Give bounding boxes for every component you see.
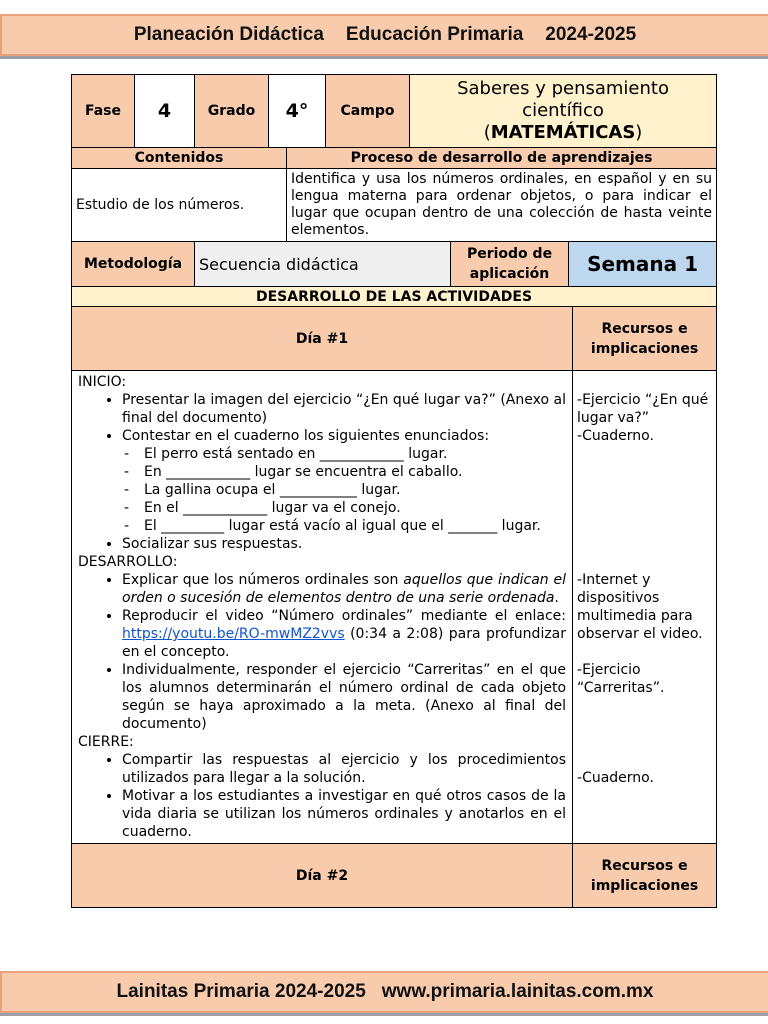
list-item: - En el ____________ lugar va el conejo. [144,499,566,517]
inicio-list [78,391,566,553]
contenidos-label: Contenidos [72,148,287,169]
list-item: - El _________ lugar está vacío al igual que el _______ lugar. [144,517,566,535]
activities-title: DESARROLLO DE LAS ACTIVIDADES [72,287,717,307]
periodo-label: Periodo de aplicación [451,242,569,287]
day2-label: Día #2 [72,844,573,908]
list-item: • Compartir las respuestas al ejercicio y los procedimientos utilizados para llegar a la solución. [122,751,566,787]
info-row [72,75,717,148]
inicio-label: INICIO: [78,374,127,390]
header-year: 2024-2025 [545,24,637,45]
planning-table [71,74,717,908]
resource-item: -Internet y dispositivos multimedia para observar el video. [577,572,703,642]
campo-line1: Saberes y pensamiento científico [457,78,669,121]
proceso-text: Identifica y usa los números ordinales, en español y en su lengua materna para ordenar objetos, o para indicar el lugar que ocupan dentro de una colección de hasta veinte elementos. [287,169,717,242]
fase-label: Fase [72,75,135,148]
section-headers [72,148,717,169]
day1-content-row [72,371,717,844]
footer-url: www.primaria.lainitas.com.mx [381,981,654,1002]
list-item: • Explicar que los números ordinales son aquellos que indican el orden o sucesión de elementos dentro de una serie ordenada. [122,571,566,607]
cierre-list [78,751,566,841]
resources-header-1: Recursos e implicaciones [573,307,717,371]
metodologia-value: Secuencia didáctica [195,242,451,287]
page-header [0,14,768,56]
list-item: • Reproducir el video “Número ordinales” mediante el enlace: https://youtu.be/RO-mwMZ2vvs (0:34 a 2:08) para profundizar en el concepto. [122,607,566,661]
fase-value: 4 [135,75,195,148]
list-item: • Socializar sus respuestas. [122,535,566,553]
resource-item: -Cuaderno. [577,428,654,444]
day2-header-row [72,844,717,908]
campo-value: Saberes y pensamiento científico (MATEMÁTICAS) [410,75,717,148]
grado-label: Grado [195,75,269,148]
page-footer [0,971,768,1013]
resources-header-2: Recursos e implicaciones [573,844,717,908]
semana-value: Semana 1 [569,242,717,287]
section-content [72,169,717,242]
campo-label: Campo [326,75,410,148]
list-item: • Contestar en el cuaderno los siguientes enunciados: - El perro está sentado en ____________ lugar. - En ____________ lugar se encuentra el caballo. - La gallina ocupa el ___________ lugar. - En el ____________ lugar va el conejo. - El _________ lugar está vacío al igual que el _______ lugar. [122,427,566,535]
list-item: - El perro está sentado en ____________ lugar. [144,445,566,463]
campo-subject: MATEMÁTICAS [490,122,636,143]
desarrollo-list [78,571,566,733]
day1-header-row [72,307,717,371]
resource-item: -Cuaderno. [577,770,654,786]
day1-label: Día #1 [72,307,573,371]
list-item: - La gallina ocupa el ___________ lugar. [144,481,566,499]
list-item: • Presentar la imagen del ejercicio “¿En qué lugar va?” (Anexo al final del documento) [122,391,566,427]
cierre-label: CIERRE: [78,734,134,750]
grado-value: 4° [269,75,326,148]
video-link[interactable]: https://youtu.be/RO-mwMZ2vvs [122,626,345,642]
metodologia-label: Metodología [72,242,195,287]
meta-row [72,242,717,287]
desarrollo-label: DESARROLLO: [78,554,178,570]
header-title: Planeación Didáctica [133,24,324,45]
footer-brand: Lainitas Primaria 2024-2025 [116,981,366,1002]
day1-resources [573,371,717,844]
list-item: - En ____________ lugar se encuentra el caballo. [144,463,566,481]
list-item: • Individualmente, responder el ejercicio “Carreritas” en el que los alumnos determinarán el número ordinal de cada objeto según se haya aproximado a la meta. (Anexo al final del documento) [122,661,566,733]
list-item: • Motivar a los estudiantes a investigar en qué otros casos de la vida diaria se utilizan los números ordinales y anotarlos en el cuaderno. [122,787,566,841]
activities-title-row [72,287,717,307]
header-level: Educación Primaria [345,24,524,45]
proceso-label: Proceso de desarrollo de aprendizajes [287,148,717,169]
day1-activities [72,371,573,844]
resource-item: -Ejercicio “Carreritas”. [577,662,665,696]
contenido-text: Estudio de los números. [72,169,287,242]
exercise-list [122,445,566,535]
resource-item: -Ejercicio “¿En qué lugar va?” [577,392,709,426]
